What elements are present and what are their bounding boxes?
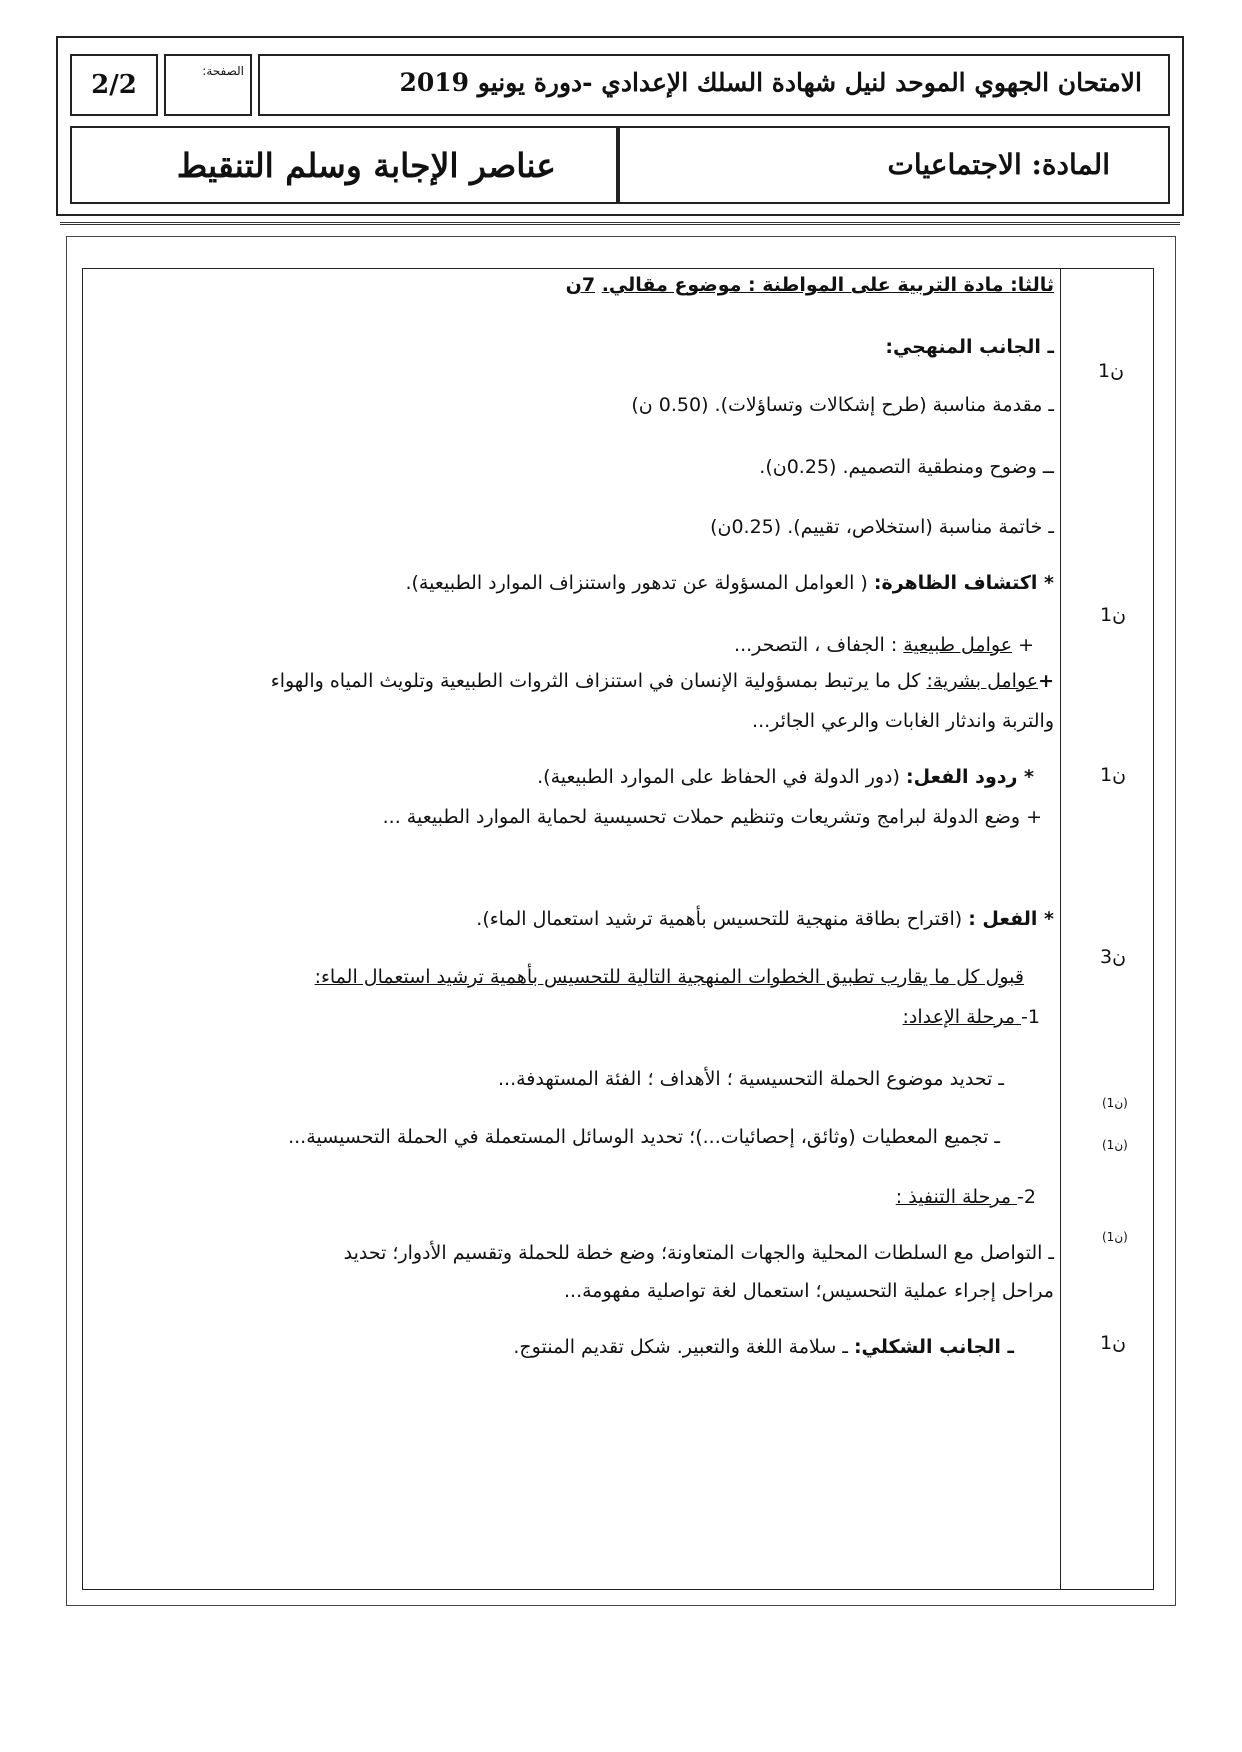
- natural-factors: + عوامل طبيعية : الجفاف ، التصحر...: [734, 634, 1034, 656]
- stage1-item1: ـ تحديد موضوع الحملة التحسيسية ؛ الأهداف ؛ الفئة المستهدفة...: [497, 1068, 1004, 1090]
- structure-item: ــ وضوح ومنطقية التصميم. (0.25ن).: [759, 456, 1054, 478]
- stage2-item: ـ التواصل مع السلطات المحلية والجهات المتعاونة؛ وضع خطة للحملة وتقسيم الأدوار؛ تحديد: [343, 1242, 1054, 1264]
- human-factors-cont: والتربة واندثار الغابات والرعي الجائر...: [752, 710, 1054, 732]
- page-label: الصفحة:: [202, 64, 244, 78]
- points-stage2-item: (1ن): [1102, 1230, 1128, 1244]
- separator-line: [60, 222, 1180, 225]
- accept-text: قبول كل ما يقارب تطبيق الخطوات المنهجية التالية للتحسيس بأهمية ترشيد استعمال الماء:: [314, 966, 1024, 988]
- points-action: 3ن: [1100, 946, 1127, 968]
- stage2-item-cont: مراحل إجراء عملية التحسيس؛ استعمال لغة تواصلية مفهومة...: [563, 1280, 1054, 1302]
- points-reaction: 1ن: [1100, 764, 1127, 786]
- points-column-divider: [1060, 268, 1061, 1590]
- exam-title-box: [258, 54, 1170, 116]
- method-heading: ـ الجانب المنهجي:: [885, 336, 1054, 358]
- page-number-box: [70, 54, 158, 116]
- page-number: 2/2: [91, 70, 137, 100]
- points-stage1-item2: (1ن): [1102, 1138, 1128, 1152]
- form-line: ـ الجانب الشكلي: ـ سلامة اللغة والتعبير. شكل تقديم المنتوج.: [513, 1336, 1014, 1358]
- exam-title: الامتحان الجهوي الموحد لنيل شهادة السلك الإعدادي -دورة يونيو 2019: [399, 68, 1142, 97]
- points-stage1-item1: (1ن): [1102, 1096, 1128, 1110]
- section-title: ثالثا: مادة التربية على المواطنة : موضوع مقالي. 7ن: [565, 274, 1054, 296]
- reaction-line: * ردود الفعل: (دور الدولة في الحفاظ على الموارد الطبيعية).: [537, 766, 1034, 788]
- stage1-item2: ـ تجميع المعطيات (وثائق، إحصائيات...)؛ تحديد الوسائل المستعملة في الحملة التحسيسية...: [288, 1126, 1000, 1148]
- points-method: 1ن: [1098, 360, 1125, 382]
- human-factors: +عوامل بشرية: كل ما يرتبط بمسؤولية الإنسان في استنزاف الثروات الطبيعية وتلويث المياه والهواء: [270, 670, 1054, 692]
- intro-item: ـ مقدمة مناسبة (طرح إشكالات وتساؤلات). (0.50 ن): [631, 394, 1054, 416]
- action-line: * الفعل : (اقتراح بطاقة منهجية للتحسيس بأهمية ترشيد استعمال الماء).: [476, 908, 1054, 930]
- points-form: 1ن: [1100, 1332, 1127, 1354]
- points-discovery: 1ن: [1100, 604, 1127, 626]
- subject: المادة: الاجتماعيات: [887, 148, 1110, 181]
- reaction-item: + وضع الدولة لبرامج وتشريعات وتنظيم حملات تحسيسية لحماية الموارد الطبيعية ...: [382, 806, 1042, 828]
- doc-title-box: [70, 126, 618, 204]
- stage1-heading: 1- مرحلة الإعداد:: [902, 1006, 1040, 1028]
- subject-box: [618, 126, 1170, 204]
- discovery-line: * اكتشاف الظاهرة: ( العوامل المسؤولة عن تدهور واستنزاف الموارد الطبيعية).: [405, 572, 1054, 594]
- page-label-box: [164, 54, 252, 116]
- conclusion-item: ـ خاتمة مناسبة (استخلاص، تقييم). (0.25ن): [710, 516, 1054, 538]
- doc-title: عناصر الإجابة وسلم التنقيط: [176, 146, 556, 185]
- stage2-heading: 2- مرحلة التنفيذ :: [895, 1186, 1036, 1208]
